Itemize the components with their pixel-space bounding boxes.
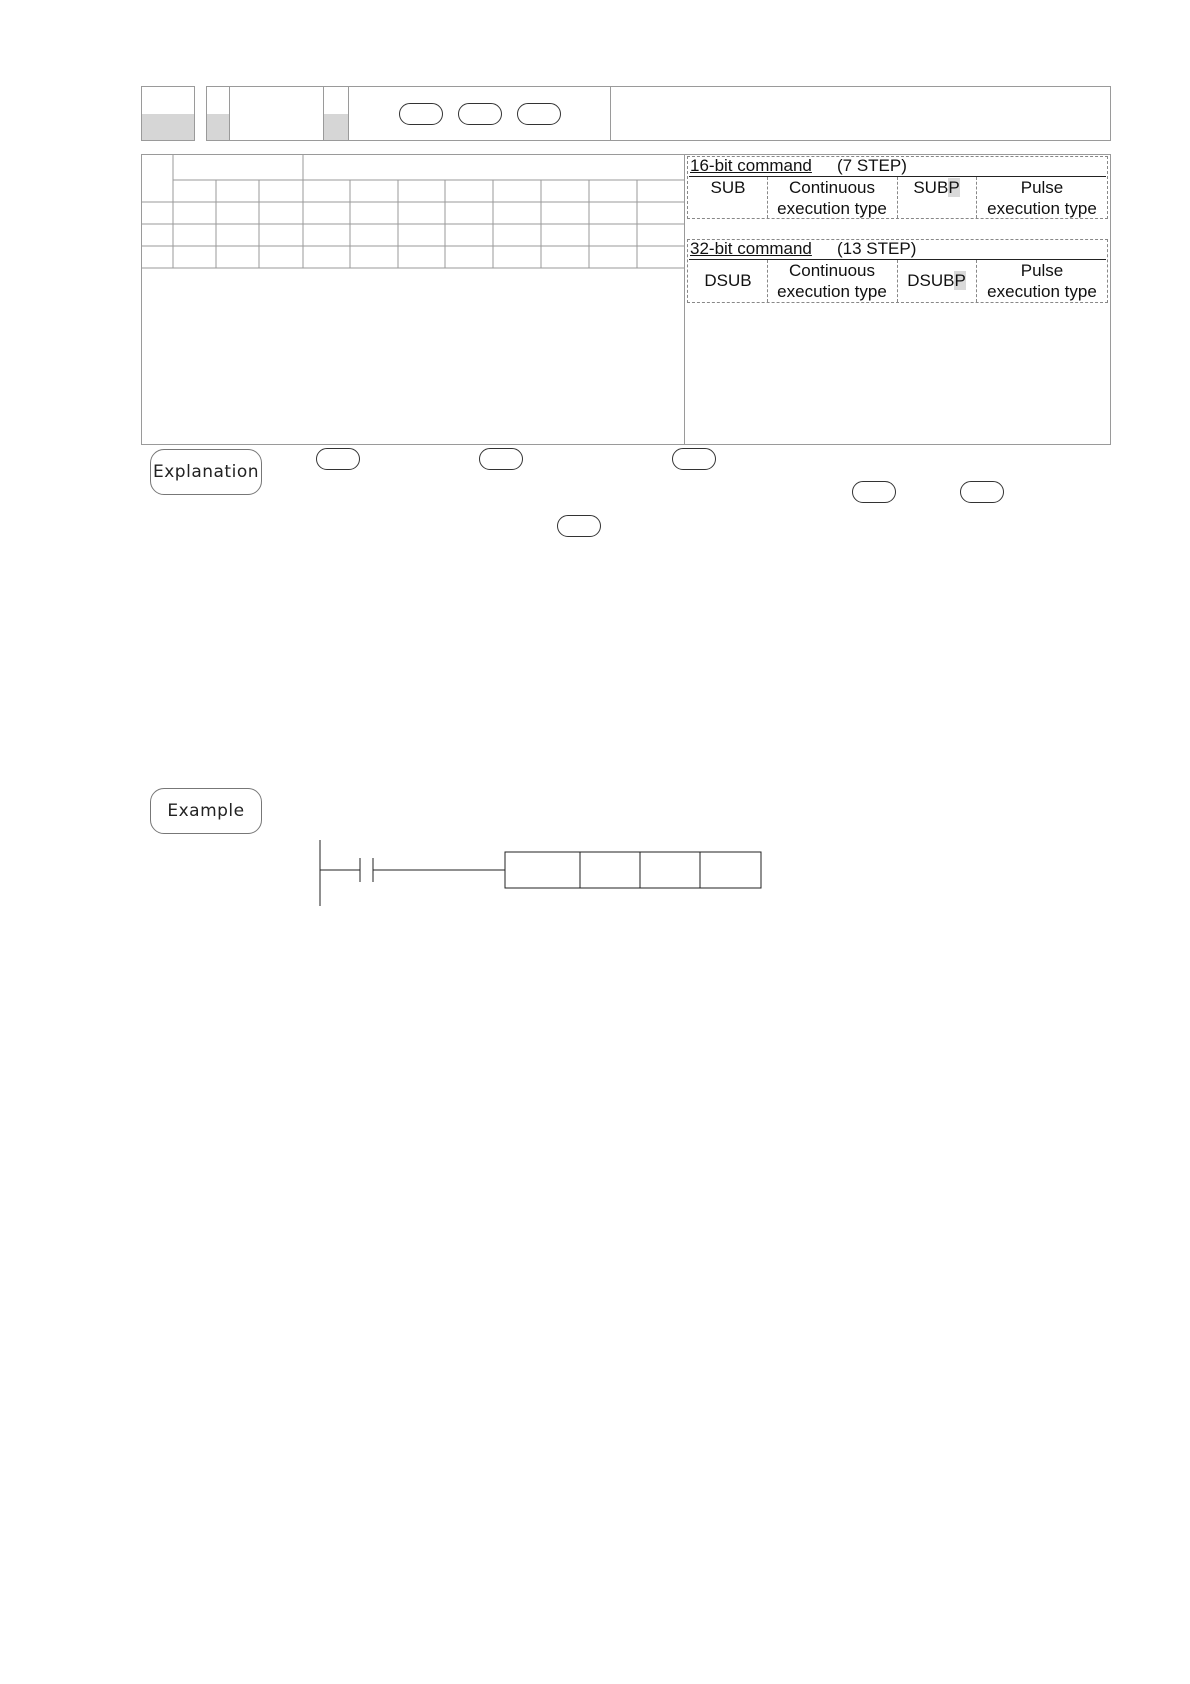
explanation-d-oval (672, 448, 716, 470)
mnemonic-box (206, 86, 324, 141)
device-table-grid (141, 154, 684, 444)
explanation-s2-oval-2 (960, 481, 1004, 503)
api-number-box (141, 86, 195, 141)
cmd32-cont-mnemonic: DSUB (704, 271, 752, 290)
explanation-s2-oval (479, 448, 523, 470)
function-box (610, 86, 1111, 141)
explanation-s1-oval-2 (852, 481, 896, 503)
cmd16-cont-type: Continuous execution type (777, 178, 887, 218)
cmd16-cont-mnemonic: SUB (710, 178, 746, 197)
cmd32-steps: (13 STEP) (837, 239, 917, 258)
ladder-diagram (310, 836, 770, 908)
cmd32-cont-type: Continuous execution type (777, 261, 887, 301)
cmd32-header: 32-bit command (690, 239, 812, 258)
operand-s1-oval (399, 103, 443, 125)
cmd32-pulse-type: Pulse execution type (987, 261, 1097, 301)
cmd32-pulse-mnemonic: DSUBP (907, 271, 966, 290)
explanation-s1-oval (316, 448, 360, 470)
cmd16-pulse-type: Pulse execution type (987, 178, 1097, 218)
explanation-label: Explanation (150, 449, 262, 495)
cmd16-pulse-mnemonic: SUBP (913, 178, 960, 197)
cmd16-header: 16-bit command (690, 156, 812, 175)
explanation-d-oval-2 (557, 515, 601, 537)
operand-d-oval (517, 103, 561, 125)
panel-divider (684, 154, 685, 445)
example-label: Example (150, 788, 262, 834)
operand-s2-oval (458, 103, 502, 125)
instruction-block (505, 852, 761, 888)
cmd16-steps: (7 STEP) (837, 156, 907, 175)
